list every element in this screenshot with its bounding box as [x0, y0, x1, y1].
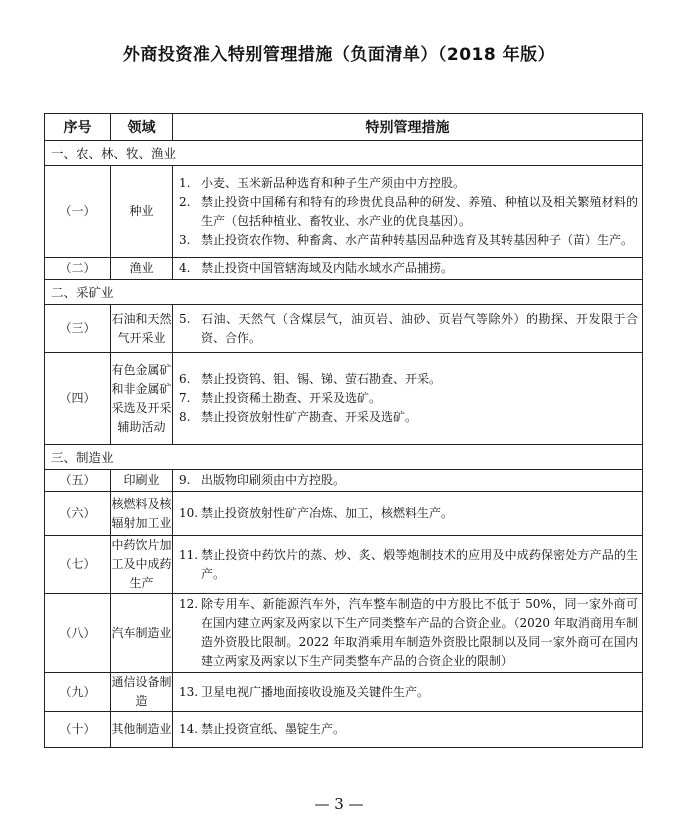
- measure-number: 3.: [179, 232, 191, 247]
- measures-cell: [173, 258, 643, 280]
- measure-number: 9.: [179, 473, 191, 487]
- measure-number: 1.: [179, 175, 191, 190]
- measure-text: 禁止投资放射性矿产冶炼、加工，核燃料生产。: [201, 506, 454, 520]
- field-cell: 石油和天然气开采业: [111, 305, 173, 353]
- measure-text: 出版物印刷须由中方控股。: [201, 473, 346, 487]
- measure-number: 14.: [179, 722, 199, 736]
- measure-text: 禁止投资宣纸、墨锭生产。: [201, 722, 346, 736]
- measure-item: [179, 683, 638, 702]
- section-row: [45, 141, 643, 166]
- measures-cell: [173, 712, 643, 748]
- measure-number: 5.: [179, 311, 191, 326]
- table-row: [45, 305, 643, 353]
- table-row: [45, 492, 643, 536]
- field-cell: 种业: [111, 166, 173, 258]
- measure-item: [179, 231, 638, 250]
- table-row: [45, 258, 643, 280]
- measure-text: 除专用车、新能源汽车外，汽车整车制造的中方股比不低于 50%，同一家外商可在国内建立两家及两家以下生产同类整车产品的合资企业。（2020 年取消商用车制造外资股比限制。2022 年取消乘用车制造外资股比限制以及同一家外商可在国内建立两家及两家以下生产同类整车产品的合资企业的限制）: [201, 597, 638, 668]
- header-serial-number: 序号: [45, 114, 111, 141]
- table-row: [45, 536, 643, 594]
- negative-list-table: [44, 113, 643, 748]
- measure-text: 禁止投资稀土勘查、开采及选矿。: [201, 391, 382, 405]
- page-number: — 3 —: [314, 795, 364, 813]
- measure-number: 12.: [179, 597, 199, 611]
- measures-cell: [173, 492, 643, 536]
- serial-number-cell: （六）: [45, 492, 111, 536]
- measure-item: [179, 504, 638, 523]
- measure-text: 小麦、玉米新品种选育和种子生产须由中方控股。: [201, 175, 466, 190]
- measure-item: [179, 389, 638, 408]
- header-field: 领域: [111, 114, 173, 141]
- section-row: [45, 445, 643, 470]
- table-row: [45, 470, 643, 492]
- section-row: [45, 280, 643, 305]
- document-title: 外商投资准入特别管理措施（负面清单）（2018 年版）: [122, 45, 556, 65]
- measure-item: [179, 174, 638, 193]
- measure-item: [179, 595, 638, 671]
- table-row: [45, 673, 643, 712]
- measure-number: 7.: [179, 391, 191, 405]
- measures-cell: [173, 353, 643, 445]
- measure-text: 禁止投资放射性矿产勘查、开采及选矿。: [201, 410, 418, 424]
- measure-number: 11.: [179, 547, 199, 562]
- measures-cell: [173, 470, 643, 492]
- measure-text: 禁止投资农作物、种畜禽、水产苗种转基因品种选育及其转基因种子（苗）生产。: [201, 232, 634, 247]
- measure-text: 禁止投资中国管辖海域及内陆水域水产品捕捞。: [201, 261, 454, 275]
- measure-text: 禁止投资钨、钼、锡、锑、萤石勘查、开采。: [201, 372, 442, 386]
- measure-text: 禁止投资中药饮片的蒸、炒、炙、煅等炮制技术的应用及中成药保密处方产品的生产。: [201, 547, 638, 581]
- measure-item: [179, 310, 638, 348]
- measure-item: [179, 471, 638, 490]
- measure-number: 10.: [179, 506, 199, 520]
- serial-number-cell: （二）: [45, 258, 111, 280]
- serial-number-cell: （四）: [45, 353, 111, 445]
- measures-cell: [173, 166, 643, 258]
- field-cell: 汽车制造业: [111, 594, 173, 673]
- measure-text: 卫星电视广播地面接收设施及关键件生产。: [201, 684, 430, 699]
- serial-number-cell: （三）: [45, 305, 111, 353]
- measure-item: [179, 546, 638, 584]
- serial-number-cell: （一）: [45, 166, 111, 258]
- field-cell: 其他制造业: [111, 712, 173, 748]
- measure-number: 4.: [179, 261, 191, 275]
- section-title: 三、制造业: [45, 445, 643, 470]
- measure-text: 石油、天然气（含煤层气，油页岩、油砂、页岩气等除外）的勘探、开发限于合资、合作。: [201, 311, 638, 345]
- section-title: 二、采矿业: [45, 280, 643, 305]
- measure-item: [179, 408, 638, 427]
- section-title: 一、农、林、牧、渔业: [45, 141, 643, 166]
- serial-number-cell: （五）: [45, 470, 111, 492]
- measure-item: [179, 720, 638, 739]
- serial-number-cell: （七）: [45, 536, 111, 594]
- measures-cell: [173, 673, 643, 712]
- table-row: [45, 712, 643, 748]
- measure-number: 6.: [179, 372, 191, 386]
- measure-item: [179, 193, 638, 231]
- table-row: [45, 353, 643, 445]
- field-cell: 印刷业: [111, 470, 173, 492]
- serial-number-cell: （十）: [45, 712, 111, 748]
- serial-number-cell: （九）: [45, 673, 111, 712]
- measures-cell: [173, 536, 643, 594]
- table-row: [45, 594, 643, 673]
- field-cell: 有色金属矿和非金属矿采选及开采辅助活动: [111, 353, 173, 445]
- measures-cell: [173, 305, 643, 353]
- measures-cell: [173, 594, 643, 673]
- table-header-row: [45, 114, 643, 141]
- measure-item: [179, 370, 638, 389]
- field-cell: 中药饮片加工及中成药生产: [111, 536, 173, 594]
- field-cell: 通信设备制造: [111, 673, 173, 712]
- table-row: [45, 166, 643, 258]
- measure-number: 13.: [179, 684, 199, 699]
- measure-text: 禁止投资中国稀有和特有的珍贵优良品种的研发、养殖、种植以及相关繁殖材料的生产（包括种植业、畜牧业、水产业的优良基因）。: [201, 194, 638, 228]
- field-cell: 核燃料及核辐射加工业: [111, 492, 173, 536]
- measure-number: 8.: [179, 410, 191, 424]
- table-body: [45, 141, 643, 748]
- measure-number: 2.: [179, 194, 191, 209]
- serial-number-cell: （八）: [45, 594, 111, 673]
- header-measures: 特别管理措施: [173, 114, 643, 141]
- measure-item: [179, 259, 638, 278]
- field-cell: 渔业: [111, 258, 173, 280]
